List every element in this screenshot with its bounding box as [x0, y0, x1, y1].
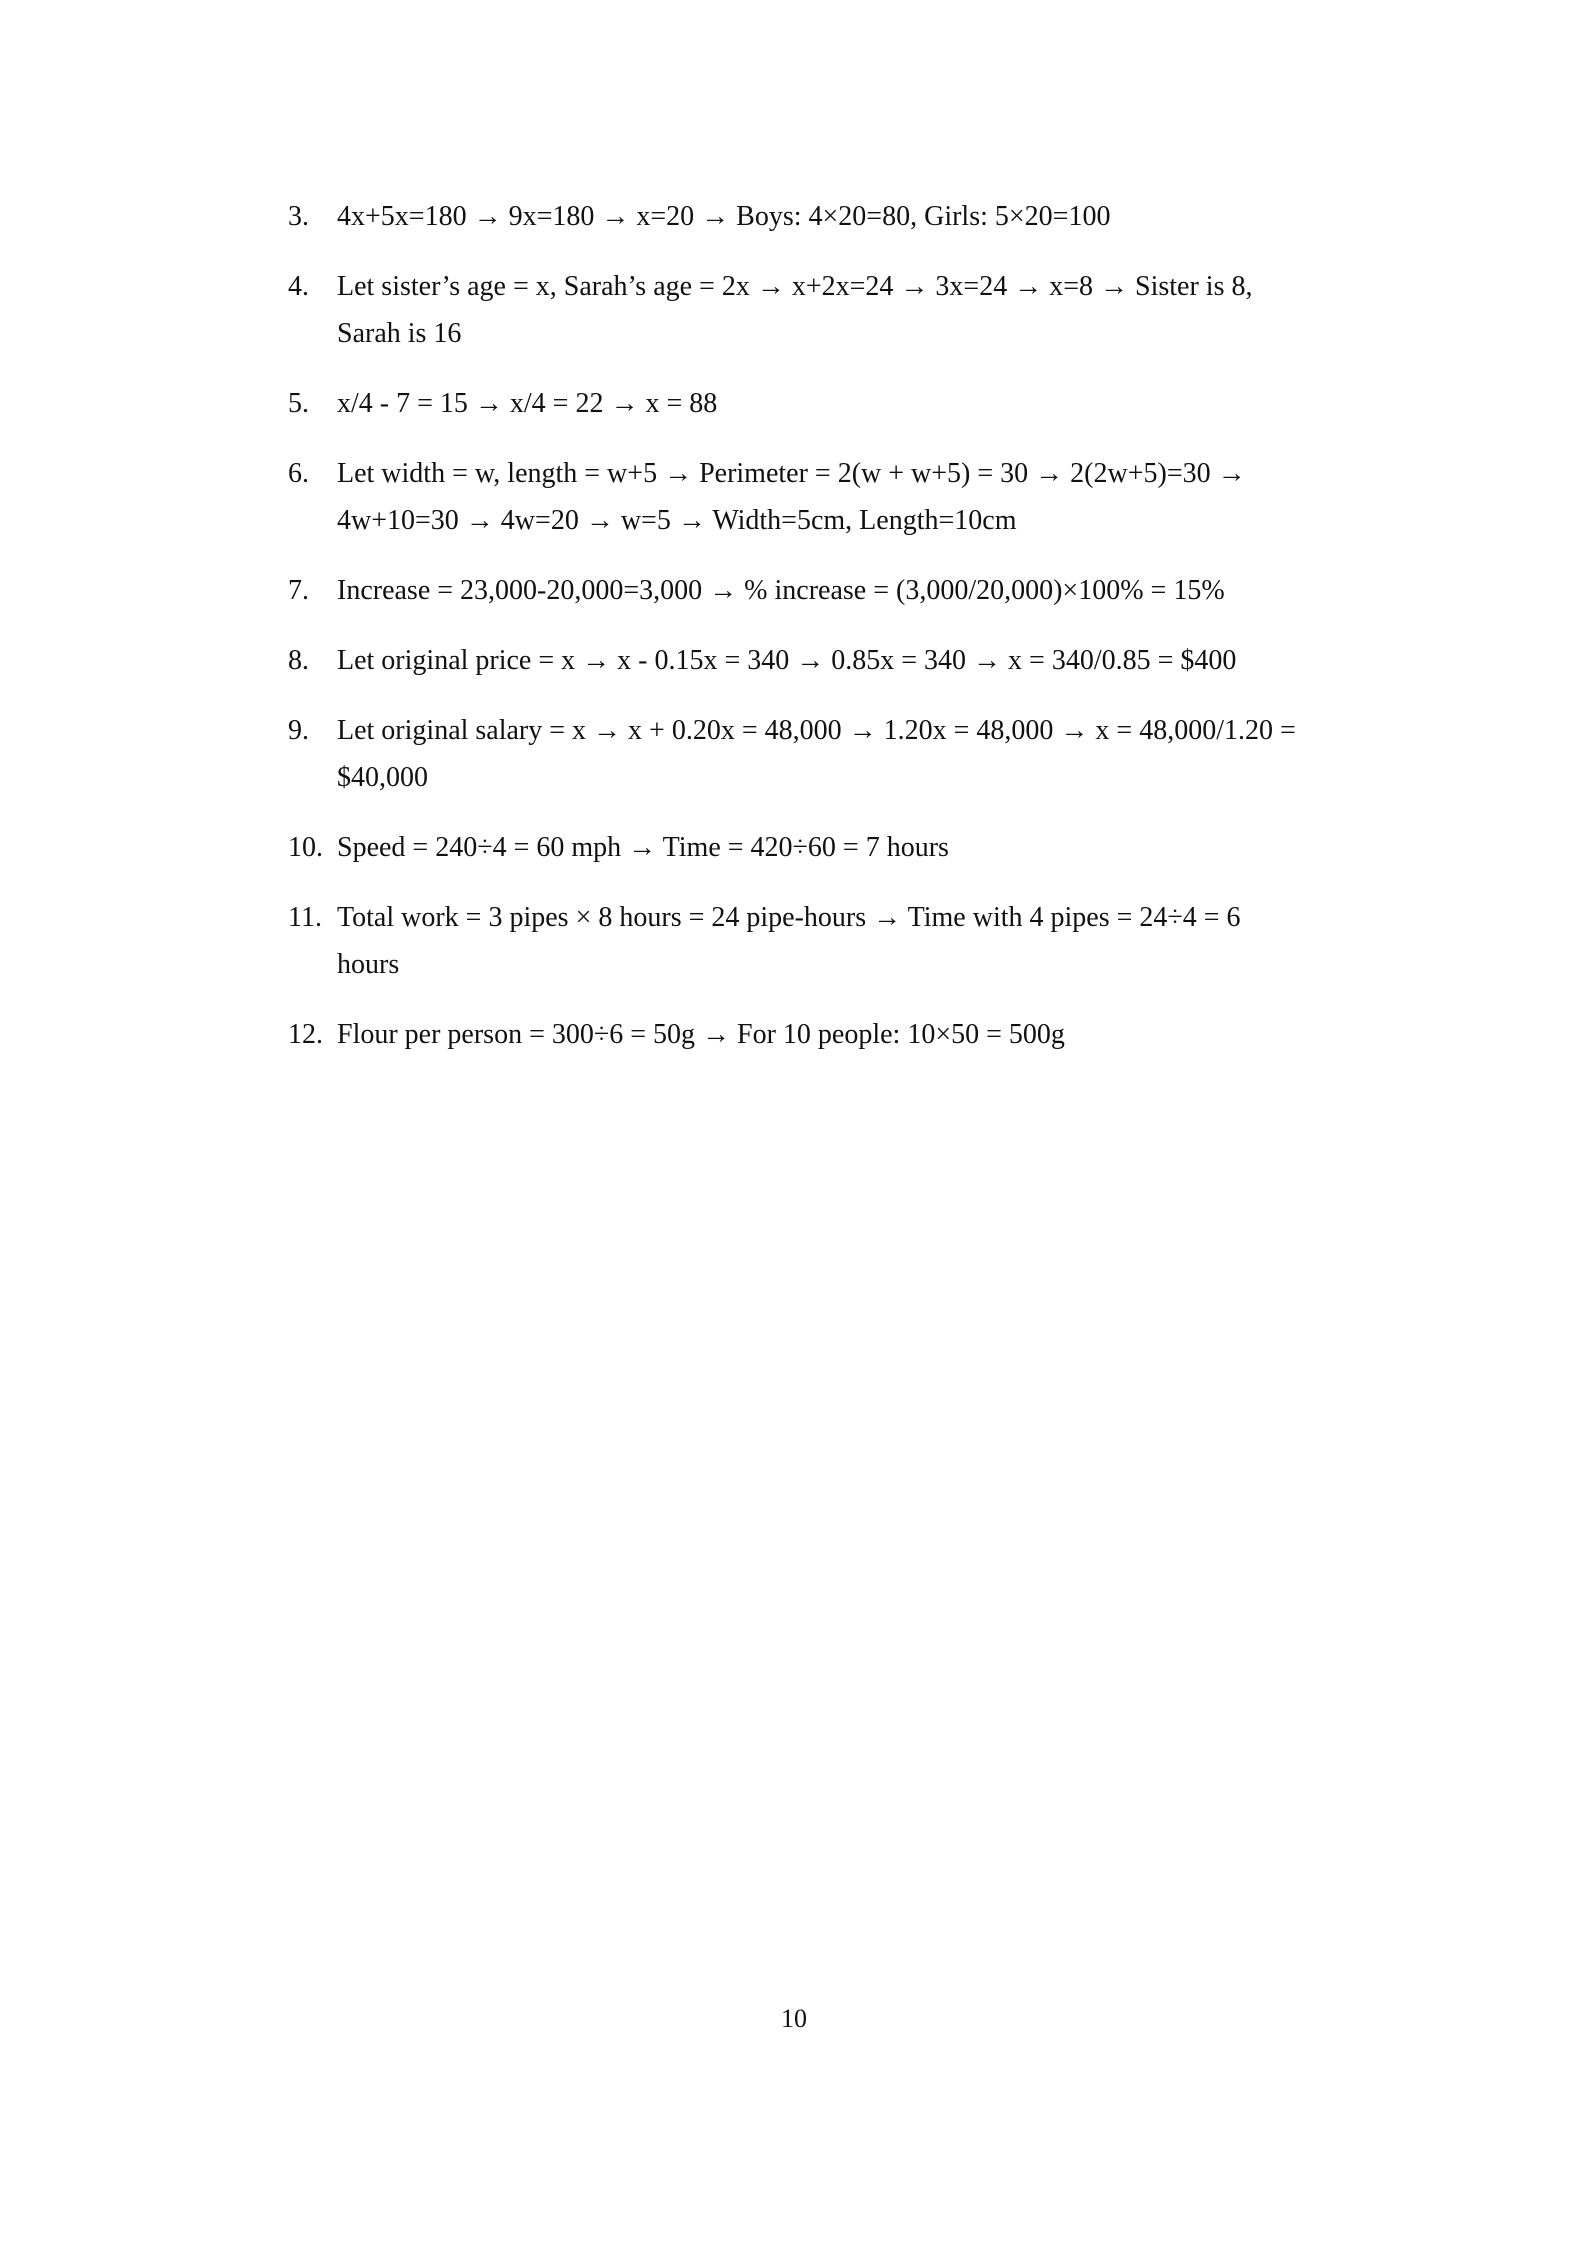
answer-item-4 [288, 263, 1358, 357]
item-text-line: 4x+5x=180 → 9x=180 → x=20 → Boys: 4×20=80, Girls: 5×20=100 [337, 201, 1111, 232]
item-text-line: Sarah is 16 [337, 318, 462, 349]
item-text-line: x/4 - 7 = 15 → x/4 = 22 → x = 88 [337, 388, 718, 419]
item-number: 4. [288, 271, 309, 302]
item-number: 11. [288, 902, 322, 933]
item-number: 8. [288, 645, 309, 676]
item-text-line: Speed = 240÷4 = 60 mph → Time = 420÷60 = 7 hours [337, 832, 949, 863]
item-number: 3. [288, 201, 309, 232]
item-body [337, 567, 1358, 614]
item-number: 9. [288, 715, 309, 746]
item-body [337, 450, 1358, 544]
item-text-line: Let original salary = x → x + 0.20x = 48,000 → 1.20x = 48,000 → x = 48,000/1.20 = [337, 715, 1296, 746]
item-text-line: 4w+10=30 → 4w=20 → w=5 → Width=5cm, Length=10cm [337, 505, 1017, 536]
item-number: 10. [288, 832, 323, 863]
item-body [337, 637, 1358, 684]
item-body [337, 824, 1358, 871]
answer-item-7 [288, 567, 1358, 614]
item-body [337, 263, 1358, 357]
item-body [337, 193, 1358, 240]
answer-list [288, 193, 1358, 1081]
answer-item-8 [288, 637, 1358, 684]
item-body [337, 380, 1358, 427]
item-body [337, 894, 1358, 988]
answer-item-9 [288, 707, 1358, 801]
item-text-line: hours [337, 949, 400, 980]
item-text-line: $40,000 [337, 762, 428, 793]
answer-item-10 [288, 824, 1358, 871]
answer-item-3 [288, 193, 1358, 240]
answer-item-11 [288, 894, 1358, 988]
answer-item-5 [288, 380, 1358, 427]
item-number: 6. [288, 458, 309, 489]
item-text-line: Increase = 23,000-20,000=3,000 → % increase = (3,000/20,000)×100% = 15% [337, 575, 1225, 606]
item-text-line: Let sister’s age = x, Sarah’s age = 2x → x+2x=24 → 3x=24 → x=8 → Sister is 8, [337, 271, 1253, 302]
item-text-line: Let original price = x → x - 0.15x = 340 → 0.85x = 340 → x = 340/0.85 = $400 [337, 645, 1237, 676]
answer-item-6 [288, 450, 1358, 544]
page-number: 10 [781, 2004, 807, 2033]
item-text-line: Total work = 3 pipes × 8 hours = 24 pipe-hours → Time with 4 pipes = 24÷4 = 6 [337, 902, 1241, 933]
item-number: 7. [288, 575, 309, 606]
item-number: 5. [288, 388, 309, 419]
item-text-line: Flour per person = 300÷6 = 50g → For 10 people: 10×50 = 500g [337, 1019, 1065, 1050]
item-body [337, 707, 1358, 801]
item-text-line: Let width = w, length = w+5 → Perimeter = 2(w + w+5) = 30 → 2(2w+5)=30 → [337, 458, 1246, 489]
item-number: 12. [288, 1019, 323, 1050]
item-body [337, 1011, 1358, 1058]
answer-item-12 [288, 1011, 1358, 1058]
